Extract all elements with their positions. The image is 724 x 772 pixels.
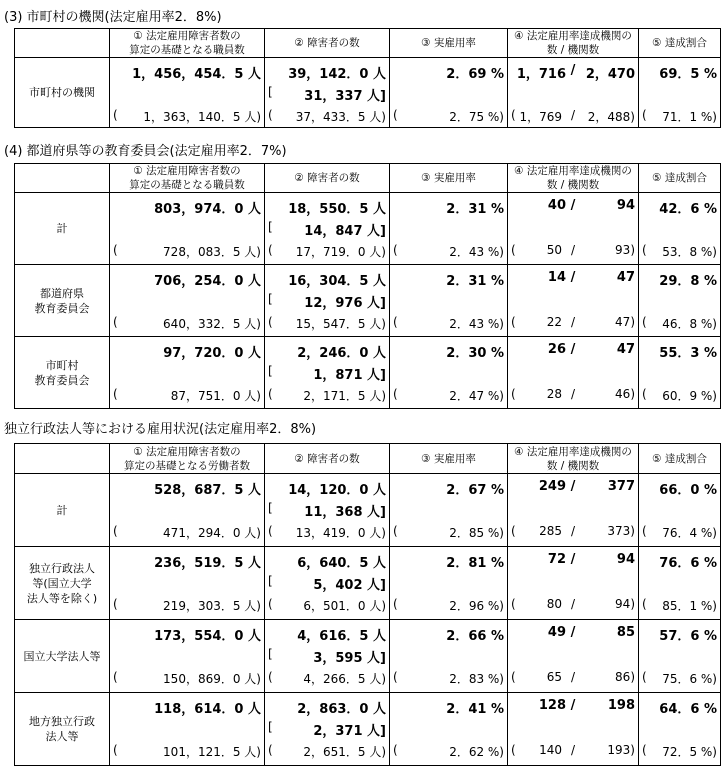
rate-cell (390, 693, 508, 766)
achieved-count: 40 (547, 198, 566, 213)
slash-separator: / (570, 743, 576, 757)
open-paren: ( (642, 743, 647, 757)
rate-prev: 2．47 %) (449, 389, 504, 403)
slash-separator: / (570, 243, 576, 257)
rate-prev: 2．62 %) (449, 745, 504, 759)
table-row (15, 693, 721, 766)
ratio-prev: 46．8 %) (662, 317, 717, 331)
table-row (15, 620, 721, 693)
achieved-count: 26 (547, 342, 566, 357)
disabled-count-prev: 6，501．0 人) (303, 599, 386, 613)
achieved-count: 128 (538, 698, 566, 713)
rate-value: 2．31 % (446, 274, 504, 289)
base-count-prev: 728，083．5 人) (163, 245, 261, 259)
column-header: ③ 実雇用率 (390, 164, 508, 193)
ratio-prev: 76．4 %) (662, 526, 717, 540)
section-heading: 独立行政法人等における雇用状況(法定雇用率2．8%) (4, 422, 317, 437)
disabled-count-prev: 4，266．5 人) (303, 672, 386, 686)
disabled-subcount: 5，402 人] (313, 578, 386, 593)
corner-cell (15, 444, 110, 474)
open-bracket: [ (268, 292, 273, 306)
slash-separator: / (570, 315, 576, 329)
open-paren: ( (393, 387, 398, 401)
row-label: 国立大学法人等 (15, 620, 110, 693)
disabled-count-cell (265, 337, 390, 409)
ratio-value: 55．3 % (659, 346, 717, 361)
achievement-ratio-cell (639, 265, 721, 337)
rate-value: 2．81 % (446, 556, 504, 571)
achievement-ratio-cell (639, 337, 721, 409)
open-paren: ( (642, 108, 647, 122)
disabled-count-value: 6，640．5 人 (297, 556, 386, 571)
base-count-cell (110, 58, 265, 128)
slash-separator: / (570, 63, 576, 78)
total-count: 94 (616, 198, 635, 213)
column-header: ② 障害者の数 (265, 444, 390, 474)
header-row (15, 444, 721, 474)
base-count-cell (110, 337, 265, 409)
row-label: 都道府県 教育委員会 (15, 265, 110, 337)
slash-separator: / (570, 387, 576, 401)
ratio-prev: 53．8 %) (662, 245, 717, 259)
ratio-value: 29．8 % (659, 274, 717, 289)
column-header: ① 法定雇用障害者数の 算定の基礎となる職員数 (110, 164, 265, 193)
rate-cell (390, 58, 508, 128)
disabled-count-prev: 15，547．5 人) (295, 317, 386, 331)
employment-table (14, 28, 721, 128)
section-heading: (3) 市町村の機関(法定雇用率2．8%) (4, 10, 222, 25)
disabled-subcount: 14，847 人] (304, 224, 386, 239)
column-header: ④ 法定雇用率達成機関の数 / 機関数 (508, 444, 639, 474)
table-row (15, 547, 721, 620)
achieved-count: 72 (547, 552, 566, 567)
corner-cell (15, 29, 110, 58)
open-paren: ( (268, 387, 273, 401)
column-header: ④ 法定雇用率達成機関の数 / 機関数 (508, 164, 639, 193)
total-count-prev: 46) (615, 387, 635, 401)
row-label: 計 (15, 474, 110, 547)
disabled-count-cell (265, 693, 390, 766)
slash-separator: / (570, 552, 576, 567)
achievement-count-cell (508, 547, 639, 620)
open-bracket: [ (268, 647, 273, 661)
row-label: 市町村 教育委員会 (15, 337, 110, 409)
open-paren: ( (511, 315, 516, 329)
total-count: 47 (616, 342, 635, 357)
employment-table (14, 443, 721, 766)
base-count-prev: 219，303．5 人) (163, 599, 261, 613)
open-paren: ( (113, 597, 118, 611)
slash-separator: / (570, 108, 576, 122)
ratio-value: 42．6 % (659, 202, 717, 217)
slash-separator: / (570, 479, 576, 494)
open-bracket: [ (268, 85, 273, 99)
row-label: 市町村の機関 (15, 58, 110, 128)
disabled-subcount: 11，368 人] (304, 505, 386, 520)
achievement-ratio-cell (639, 693, 721, 766)
base-count-prev: 1，363，140．5 人) (143, 110, 261, 124)
base-count-value: 97，720．0 人 (163, 346, 261, 361)
open-paren: ( (113, 524, 118, 538)
achievement-count-cell (508, 337, 639, 409)
rate-value: 2．41 % (446, 702, 504, 717)
column-header: ② 障害者の数 (265, 29, 390, 58)
open-paren: ( (393, 243, 398, 257)
base-count-prev: 150，869．0 人) (163, 672, 261, 686)
column-header: ③ 実雇用率 (390, 444, 508, 474)
open-paren: ( (113, 315, 118, 329)
open-paren: ( (113, 670, 118, 684)
achievement-count-cell (508, 193, 639, 265)
open-bracket: [ (268, 364, 273, 378)
open-paren: ( (642, 315, 647, 329)
achieved-count: 14 (547, 270, 566, 285)
disabled-count-prev: 13，419．0 人) (295, 526, 386, 540)
achievement-ratio-cell (639, 474, 721, 547)
base-count-value: 706，254．0 人 (154, 274, 261, 289)
open-bracket: [ (268, 501, 273, 515)
rate-prev: 2．85 %) (449, 526, 504, 540)
disabled-count-prev: 37，433．5 人) (295, 110, 386, 124)
column-header: ② 障害者の数 (265, 164, 390, 193)
ratio-value: 69．5 % (659, 67, 717, 82)
disabled-count-value: 39，142．0 人 (288, 67, 386, 82)
open-paren: ( (268, 670, 273, 684)
rate-value: 2．66 % (446, 629, 504, 644)
total-count-prev: 47) (615, 315, 635, 329)
table-row (15, 193, 721, 265)
open-paren: ( (642, 243, 647, 257)
open-paren: ( (268, 597, 273, 611)
achievement-count-cell (508, 474, 639, 547)
base-count-prev: 471，294．0 人) (163, 526, 261, 540)
corner-cell (15, 164, 110, 193)
column-header: ⑤ 達成割合 (639, 444, 721, 474)
open-paren: ( (113, 108, 118, 122)
rate-cell (390, 474, 508, 547)
open-paren: ( (511, 243, 516, 257)
slash-separator: / (570, 198, 576, 213)
header-row (15, 29, 721, 58)
ratio-value: 64．6 % (659, 702, 717, 717)
ratio-prev: 71．1 %) (662, 110, 717, 124)
ratio-prev: 75．6 %) (662, 672, 717, 686)
achievement-count-cell (508, 265, 639, 337)
open-paren: ( (393, 524, 398, 538)
achieved-count-prev: 140 (539, 743, 562, 757)
rate-cell (390, 193, 508, 265)
column-header: ④ 法定雇用率達成機関の数 / 機関数 (508, 29, 639, 58)
open-paren: ( (393, 108, 398, 122)
disabled-subcount: 2，371 人] (313, 724, 386, 739)
disabled-count-value: 18，550．5 人 (288, 202, 386, 217)
ratio-prev: 72．5 %) (662, 745, 717, 759)
open-paren: ( (268, 315, 273, 329)
open-paren: ( (113, 387, 118, 401)
total-count-prev: 86) (615, 670, 635, 684)
achievement-ratio-cell (639, 193, 721, 265)
achieved-count-prev: 80 (546, 597, 562, 611)
base-count-value: 118，614．0 人 (154, 702, 261, 717)
total-count-prev: 193) (607, 743, 635, 757)
disabled-count-prev: 17，719．0 人) (295, 245, 386, 259)
disabled-count-prev: 2，651．5 人) (303, 745, 386, 759)
table-row (15, 265, 721, 337)
achievement-ratio-cell (639, 547, 721, 620)
achieved-count-prev: 22 (546, 315, 562, 329)
open-paren: ( (268, 524, 273, 538)
open-paren: ( (511, 108, 516, 122)
open-paren: ( (642, 387, 647, 401)
total-count: 2，470 (585, 67, 635, 82)
disabled-subcount: 31，337 人] (304, 89, 386, 104)
achieved-count: 1，716 (516, 67, 566, 82)
disabled-subcount: 12，976 人] (304, 296, 386, 311)
disabled-count-value: 16，304．5 人 (288, 274, 386, 289)
header-row (15, 164, 721, 193)
rate-cell (390, 265, 508, 337)
open-paren: ( (511, 387, 516, 401)
base-count-value: 173，554．0 人 (154, 629, 261, 644)
disabled-count-value: 4，616．5 人 (297, 629, 386, 644)
open-paren: ( (393, 743, 398, 757)
ratio-value: 66．0 % (659, 483, 717, 498)
ratio-prev: 60．9 %) (662, 389, 717, 403)
table-row (15, 337, 721, 409)
open-paren: ( (393, 597, 398, 611)
rate-prev: 2．43 %) (449, 245, 504, 259)
achieved-count: 249 (538, 479, 566, 494)
base-count-cell (110, 265, 265, 337)
total-count: 198 (607, 698, 635, 713)
disabled-subcount: 1，871 人] (313, 368, 386, 383)
achieved-count-prev: 1，769 (519, 110, 562, 124)
rate-value: 2．69 % (446, 67, 504, 82)
open-paren: ( (268, 243, 273, 257)
base-count-value: 1，456，454．5 人 (132, 67, 261, 82)
achievement-count-cell (508, 693, 639, 766)
total-count: 47 (616, 270, 635, 285)
base-count-prev: 87，751．0 人) (170, 389, 261, 403)
total-count: 94 (616, 552, 635, 567)
open-bracket: [ (268, 220, 273, 234)
disabled-count-cell (265, 58, 390, 128)
total-count: 85 (616, 625, 635, 640)
slash-separator: / (570, 698, 576, 713)
achieved-count: 49 (547, 625, 566, 640)
slash-separator: / (570, 597, 576, 611)
row-label: 計 (15, 193, 110, 265)
rate-prev: 2．96 %) (449, 599, 504, 613)
disabled-count-value: 14，120．0 人 (288, 483, 386, 498)
achieved-count-prev: 50 (546, 243, 562, 257)
base-count-value: 803，974．0 人 (154, 202, 261, 217)
employment-table (14, 163, 721, 409)
open-paren: ( (268, 743, 273, 757)
rate-cell (390, 620, 508, 693)
disabled-count-cell (265, 265, 390, 337)
total-count-prev: 93) (615, 243, 635, 257)
disabled-count-cell (265, 620, 390, 693)
achievement-ratio-cell (639, 620, 721, 693)
open-paren: ( (511, 670, 516, 684)
open-paren: ( (511, 743, 516, 757)
total-count-prev: 373) (607, 524, 635, 538)
row-label: 地方独立行政 法人等 (15, 693, 110, 766)
disabled-count-value: 2，863．0 人 (297, 702, 386, 717)
open-paren: ( (113, 243, 118, 257)
disabled-subcount: 3，595 人] (313, 651, 386, 666)
base-count-prev: 101，121．5 人) (163, 745, 261, 759)
base-count-cell (110, 693, 265, 766)
open-paren: ( (268, 108, 273, 122)
rate-value: 2．31 % (446, 202, 504, 217)
table-row (15, 474, 721, 547)
slash-separator: / (570, 342, 576, 357)
column-header: ⑤ 達成割合 (639, 164, 721, 193)
rate-cell (390, 337, 508, 409)
open-bracket: [ (268, 720, 273, 734)
base-count-prev: 640，332．5 人) (163, 317, 261, 331)
disabled-count-cell (265, 547, 390, 620)
open-paren: ( (511, 524, 516, 538)
rate-prev: 2．43 %) (449, 317, 504, 331)
slash-separator: / (570, 270, 576, 285)
base-count-value: 236，519．5 人 (154, 556, 261, 571)
disabled-count-cell (265, 193, 390, 265)
achieved-count-prev: 285 (539, 524, 562, 538)
slash-separator: / (570, 670, 576, 684)
base-count-cell (110, 547, 265, 620)
ratio-prev: 85．1 %) (662, 599, 717, 613)
disabled-count-prev: 2，171．5 人) (303, 389, 386, 403)
base-count-cell (110, 474, 265, 547)
open-paren: ( (642, 597, 647, 611)
open-paren: ( (393, 315, 398, 329)
column-header: ① 法定雇用障害者数の 算定の基礎となる職員数 (110, 29, 265, 58)
open-paren: ( (393, 670, 398, 684)
total-count-prev: 94) (615, 597, 635, 611)
achievement-ratio-cell (639, 58, 721, 128)
slash-separator: / (570, 524, 576, 538)
open-paren: ( (642, 524, 647, 538)
achievement-count-cell (508, 620, 639, 693)
base-count-value: 528，687．5 人 (154, 483, 261, 498)
ratio-value: 76．6 % (659, 556, 717, 571)
column-header: ① 法定雇用障害者数の 算定の基礎となる労働者数 (110, 444, 265, 474)
achievement-count-cell (508, 58, 639, 128)
base-count-cell (110, 620, 265, 693)
disabled-count-value: 2，246．0 人 (297, 346, 386, 361)
section-heading: (4) 都道府県等の教育委員会(法定雇用率2．7%) (4, 144, 287, 159)
achieved-count-prev: 65 (546, 670, 562, 684)
total-count: 377 (607, 479, 635, 494)
rate-prev: 2．75 %) (449, 110, 504, 124)
slash-separator: / (570, 625, 576, 640)
disabled-count-cell (265, 474, 390, 547)
rate-cell (390, 547, 508, 620)
open-paren: ( (113, 743, 118, 757)
rate-value: 2．30 % (446, 346, 504, 361)
table-row (15, 58, 721, 128)
column-header: ③ 実雇用率 (390, 29, 508, 58)
achieved-count-prev: 28 (546, 387, 562, 401)
open-paren: ( (642, 670, 647, 684)
open-paren: ( (511, 597, 516, 611)
total-count-prev: 2，488) (587, 110, 635, 124)
base-count-cell (110, 193, 265, 265)
column-header: ⑤ 達成割合 (639, 29, 721, 58)
row-label: 独立行政法人 等(国立大学 法人等を除く) (15, 547, 110, 620)
rate-prev: 2．83 %) (449, 672, 504, 686)
ratio-value: 57．6 % (659, 629, 717, 644)
rate-value: 2．67 % (446, 483, 504, 498)
open-bracket: [ (268, 574, 273, 588)
